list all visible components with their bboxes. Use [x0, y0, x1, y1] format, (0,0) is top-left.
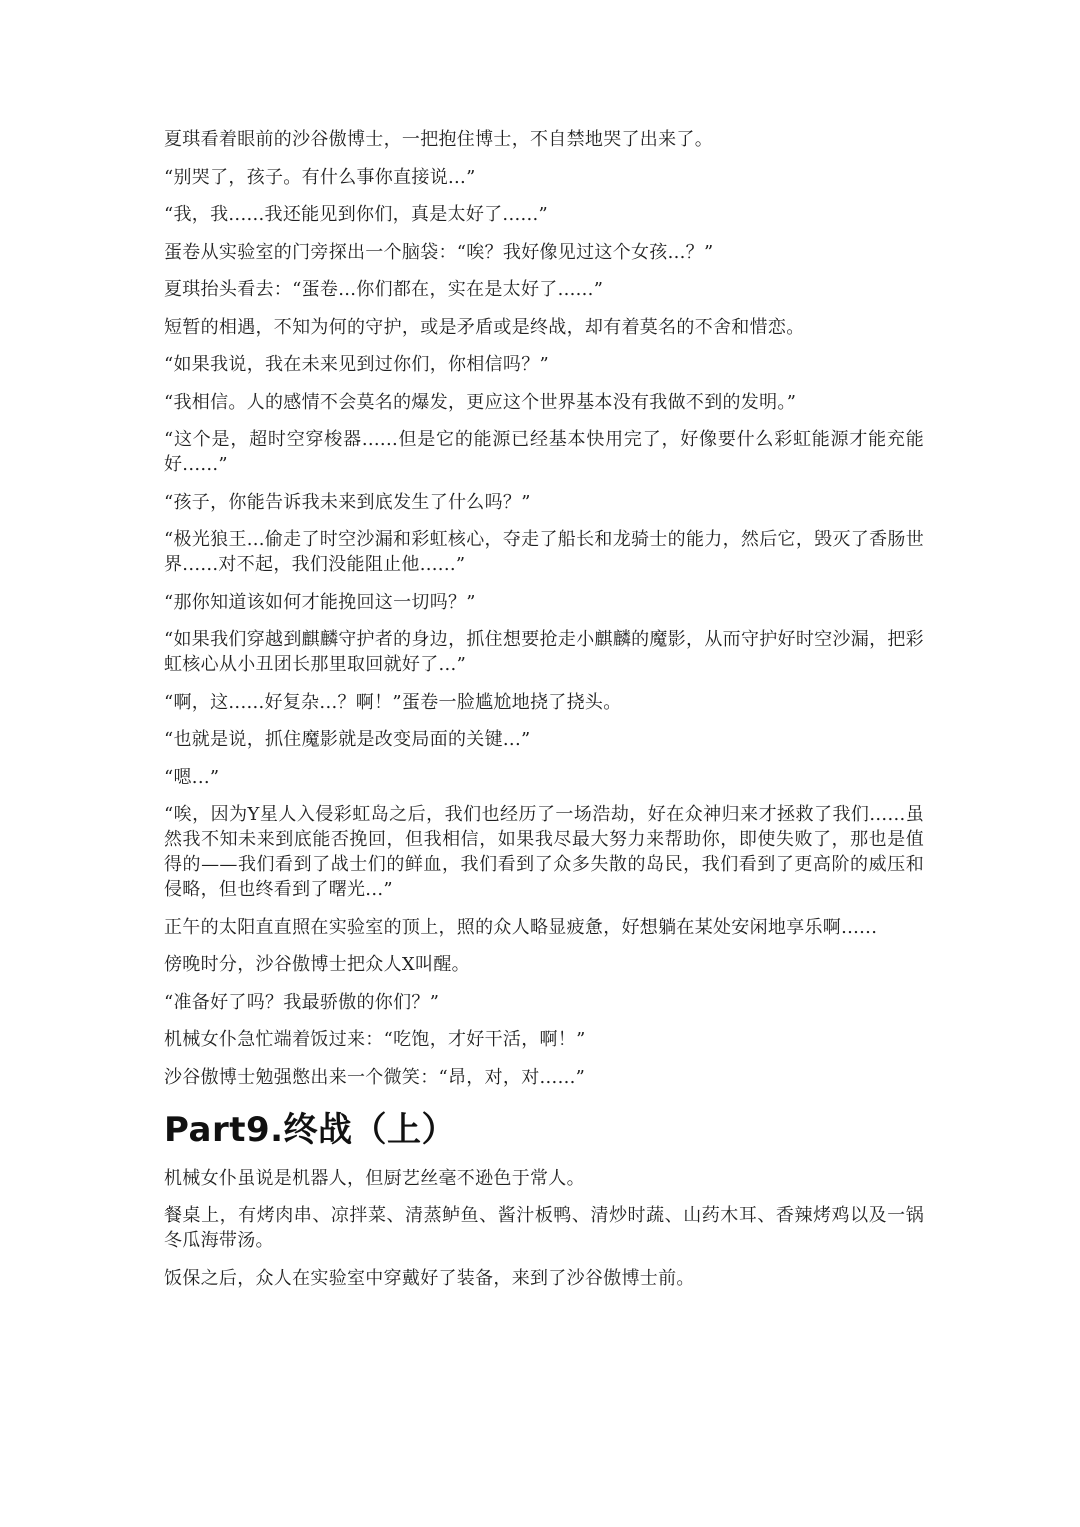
paragraph: 蛋卷从实验室的门旁探出一个脑袋：“唉？我好像见过这个女孩...？”: [164, 241, 714, 263]
paragraph: 机械女仆虽说是机器人，但厨艺丝毫不逊色于常人。: [164, 1167, 585, 1189]
paragraph: “也就是说，抓住魔影就是改变局面的关键...”: [164, 729, 531, 750]
paragraph: “别哭了，孩子。有什么事你直接说...”: [164, 166, 476, 188]
paragraph: “如果我说，我在未来见到过你们，你相信吗？”: [164, 354, 550, 375]
section-heading: Part9.终战（上）: [164, 1109, 457, 1150]
paragraph: “我相信。人的感情不会莫名的爆发，更应这个世界基本没有我做不到的发明。”: [164, 391, 797, 413]
paragraph: “如果我们穿越到麒麟守护者的身边，抓住想要抢走小麒麟的魔影，从而守护好时空沙漏，把彩虹核心从小丑团长那里取回就好了...”: [164, 629, 924, 675]
paragraph: 沙谷傲博士勉强憋出来一个微笑：“昂，对，对......”: [164, 1066, 586, 1088]
paragraph: 餐桌上，有烤肉串、凉拌菜、清蒸鲈鱼、酱汁板鸭、清炒时蔬、山药木耳、香辣烤鸡以及一锅冬瓜海带汤。: [164, 1205, 924, 1251]
paragraph: 夏琪看着眼前的沙谷傲博士，一把抱住博士，不自禁地哭了出来了。: [164, 129, 713, 150]
paragraph: 正午的太阳直直照在实验室的顶上，照的众人略显疲惫，好想躺在某处安闲地享乐啊......: [164, 916, 878, 938]
paragraph: “准备好了吗？我最骄傲的你们？”: [164, 991, 440, 1013]
paragraph: “这个是，超时空穿梭器......但是它的能源已经基本快用完了，好像要什么彩虹能源才能充能好......”: [164, 429, 924, 475]
paragraph: “唉，因为Y星人入侵彩虹岛之后，我们也经历了一场浩劫，好在众神归来才拯救了我们......虽然我不知未来到底能否挽回，但我相信，如果我尽最大努力来帮助你，即使失败了，那也是值得的——我们看到了战士们的鲜血，我们看到了众多失散的岛民，我们看到了更高阶的威压和侵略，但也终看到了曙光...”: [164, 804, 924, 900]
paragraph: “啊，这......好复杂...？啊！”蛋卷一脸尴尬地挠了挠头。: [164, 691, 622, 713]
paragraph: “嗯...”: [164, 766, 220, 788]
paragraph: 机械女仆急忙端着饭过来：“吃饱，才好干活，啊！”: [164, 1029, 586, 1050]
document-body: [164, 127, 924, 1303]
paragraph: 短暂的相遇，不知为何的守护，或是矛盾或是终战，却有着莫名的不舍和惜恋。: [164, 316, 805, 338]
paragraph: 夏琪抬头看去：“蛋卷...你们都在，实在是太好了......”: [164, 279, 604, 300]
paragraph: “极光狼王...偷走了时空沙漏和彩虹核心，夺走了船长和龙骑士的能力，然后它，毁灭了香肠世界......对不起，我们没能阻止他......”: [164, 529, 924, 575]
paragraph: 饭保之后，众人在实验室中穿戴好了装备，来到了沙谷傲博士前。: [164, 1267, 695, 1289]
paragraph: “我，我......我还能见到你们，真是太好了......”: [164, 204, 549, 225]
paragraph: “孩子，你能告诉我未来到底发生了什么吗？”: [164, 491, 531, 513]
paragraph: 傍晚时分，沙谷傲博士把众人X叫醒。: [164, 954, 470, 975]
paragraph: “那你知道该如何才能挽回这一切吗？”: [164, 591, 476, 613]
